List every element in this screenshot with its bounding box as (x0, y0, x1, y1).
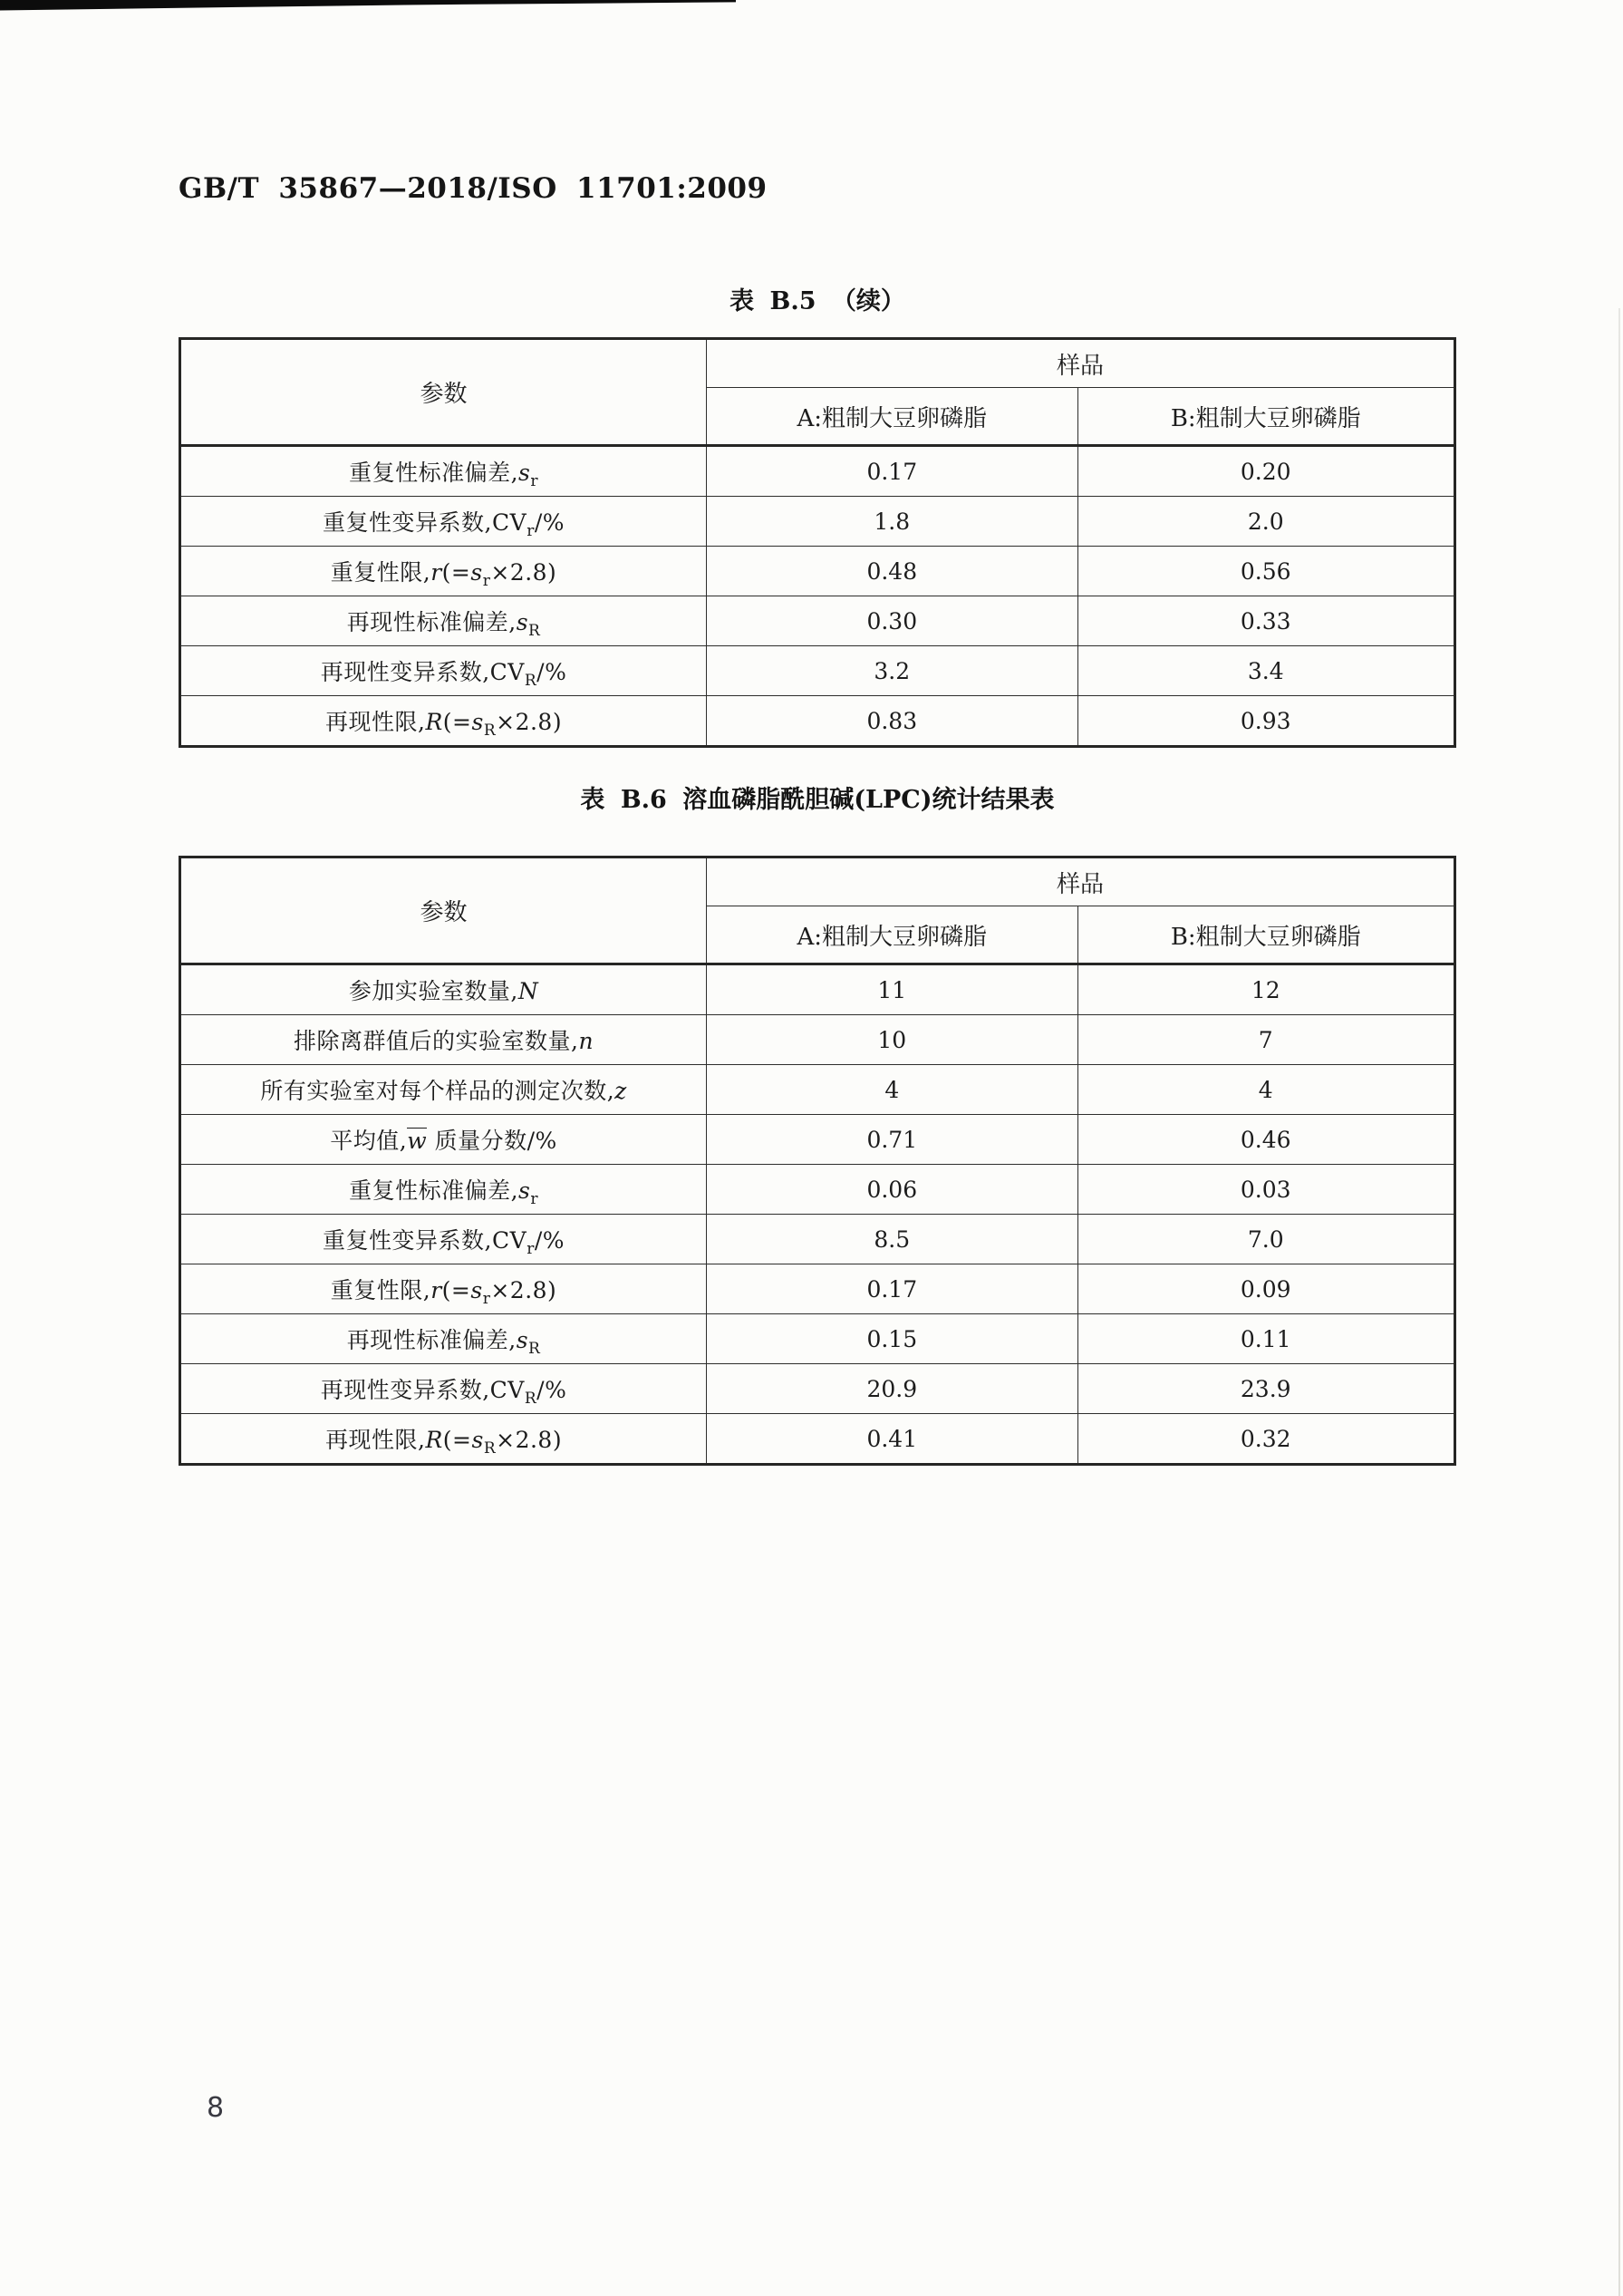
table-header-row (180, 339, 1455, 388)
table-row (180, 646, 1455, 696)
value-cell-a: 0.41 (707, 1414, 1077, 1465)
value-cell-b: 2.0 (1077, 497, 1455, 547)
column-header-parameter: 参数 (180, 339, 707, 446)
value-cell-a: 0.48 (707, 547, 1077, 596)
param-cell: 再现性变异系数$,CV_R/\%$ (180, 1364, 707, 1414)
value-cell-b: 0.03 (1077, 1165, 1455, 1215)
table-row (180, 1115, 1455, 1165)
value-cell-b: 0.46 (1077, 1115, 1455, 1165)
column-header-sample-b: B:粗制大豆卵磷脂 (1077, 388, 1455, 446)
table-b5-caption: 表 B.5 （续） (729, 287, 905, 315)
value-cell-a: 0.30 (707, 596, 1077, 646)
table-row (180, 1314, 1455, 1364)
param-cell: 再现性变异系数$,CV_R/\%$ (180, 646, 707, 696)
scan-edge-artifact-top (0, 0, 736, 12)
value-cell-b: 4 (1077, 1065, 1455, 1115)
table-row (180, 964, 1455, 1015)
value-cell-b: 0.11 (1077, 1314, 1455, 1364)
value-cell-a: 10 (707, 1015, 1077, 1065)
value-cell-a: 4 (707, 1065, 1077, 1115)
table-b6-caption: 表 B.6 溶血磷脂酰胆碱(LPC)统计结果表 (580, 786, 1055, 814)
param-cell: 重复性变异系数$,CV_r/\%$ (180, 497, 707, 547)
table-b5 (179, 337, 1456, 748)
value-cell-a: 0.06 (707, 1165, 1077, 1215)
column-header-sample-a: A:粗制大豆卵磷脂 (707, 388, 1077, 446)
column-header-sample-b: B:粗制大豆卵磷脂 (1077, 906, 1455, 964)
standard-number-header: GB/T 35867—2018/ISO 11701:2009 (179, 172, 768, 205)
table-b6 (179, 856, 1456, 1466)
param-cell: 再现性限$,R(=s_R\times 2.8)$ (180, 696, 707, 747)
column-header-parameter: 参数 (180, 857, 707, 964)
value-cell-a: 1.8 (707, 497, 1077, 547)
column-header-sample-a: A:粗制大豆卵磷脂 (707, 906, 1077, 964)
value-cell-a: 8.5 (707, 1215, 1077, 1264)
value-cell-b: 3.4 (1077, 646, 1455, 696)
param-cell: 参加实验室数量,N (180, 964, 707, 1015)
table-row (180, 547, 1455, 596)
value-cell-b: 0.56 (1077, 547, 1455, 596)
table-row (180, 1364, 1455, 1414)
scan-edge-artifact-right (1618, 308, 1620, 2296)
value-cell-a: 11 (707, 964, 1077, 1015)
param-cell: 重复性标准偏差$,s_r$ (180, 446, 707, 497)
value-cell-a: 0.15 (707, 1314, 1077, 1364)
value-cell-a: 0.17 (707, 1264, 1077, 1314)
param-cell: 所有实验室对每个样品的测定次数,z (180, 1065, 707, 1115)
param-cell: 再现性标准偏差$,s_R$ (180, 596, 707, 646)
table-row (180, 1065, 1455, 1115)
value-cell-b: 0.33 (1077, 596, 1455, 646)
param-cell: 再现性限$,R(=s_R\times 2.8)$ (180, 1414, 707, 1465)
table-row (180, 596, 1455, 646)
value-cell-b: 0.32 (1077, 1414, 1455, 1465)
param-cell: 排除离群值后的实验室数量,n (180, 1015, 707, 1065)
value-cell-b: 7 (1077, 1015, 1455, 1065)
table-row (180, 1165, 1455, 1215)
column-header-sample: 样品 (707, 857, 1455, 906)
column-header-sample: 样品 (707, 339, 1455, 388)
value-cell-b: 23.9 (1077, 1364, 1455, 1414)
table-row (180, 1015, 1455, 1065)
param-cell: 重复性限$,r(=s_r\times 2.8)$ (180, 547, 707, 596)
value-cell-b: 0.93 (1077, 696, 1455, 747)
table-row (180, 1414, 1455, 1465)
value-cell-a: 0.71 (707, 1115, 1077, 1165)
value-cell-b: 0.09 (1077, 1264, 1455, 1314)
param-cell: 重复性标准偏差$,s_r$ (180, 1165, 707, 1215)
value-cell-b: 7.0 (1077, 1215, 1455, 1264)
table-row (180, 696, 1455, 747)
value-cell-b: 0.20 (1077, 446, 1455, 497)
param-cell: 重复性限$,r(=s_r\times 2.8)$ (180, 1264, 707, 1314)
value-cell-a: 0.83 (707, 696, 1077, 747)
param-cell: 重复性变异系数$,CV_r/\%$ (180, 1215, 707, 1264)
param-cell: 再现性标准偏差$,s_R$ (180, 1314, 707, 1364)
param-cell: 平均值,w 质量分数/% (180, 1115, 707, 1165)
table-header-row (180, 857, 1455, 906)
table-row (180, 1215, 1455, 1264)
value-cell-a: 0.17 (707, 446, 1077, 497)
value-cell-a: 20.9 (707, 1364, 1077, 1414)
table-row (180, 1264, 1455, 1314)
table-row (180, 497, 1455, 547)
value-cell-a: 3.2 (707, 646, 1077, 696)
page-number: 8 (207, 2092, 225, 2124)
table-row (180, 446, 1455, 497)
value-cell-b: 12 (1077, 964, 1455, 1015)
